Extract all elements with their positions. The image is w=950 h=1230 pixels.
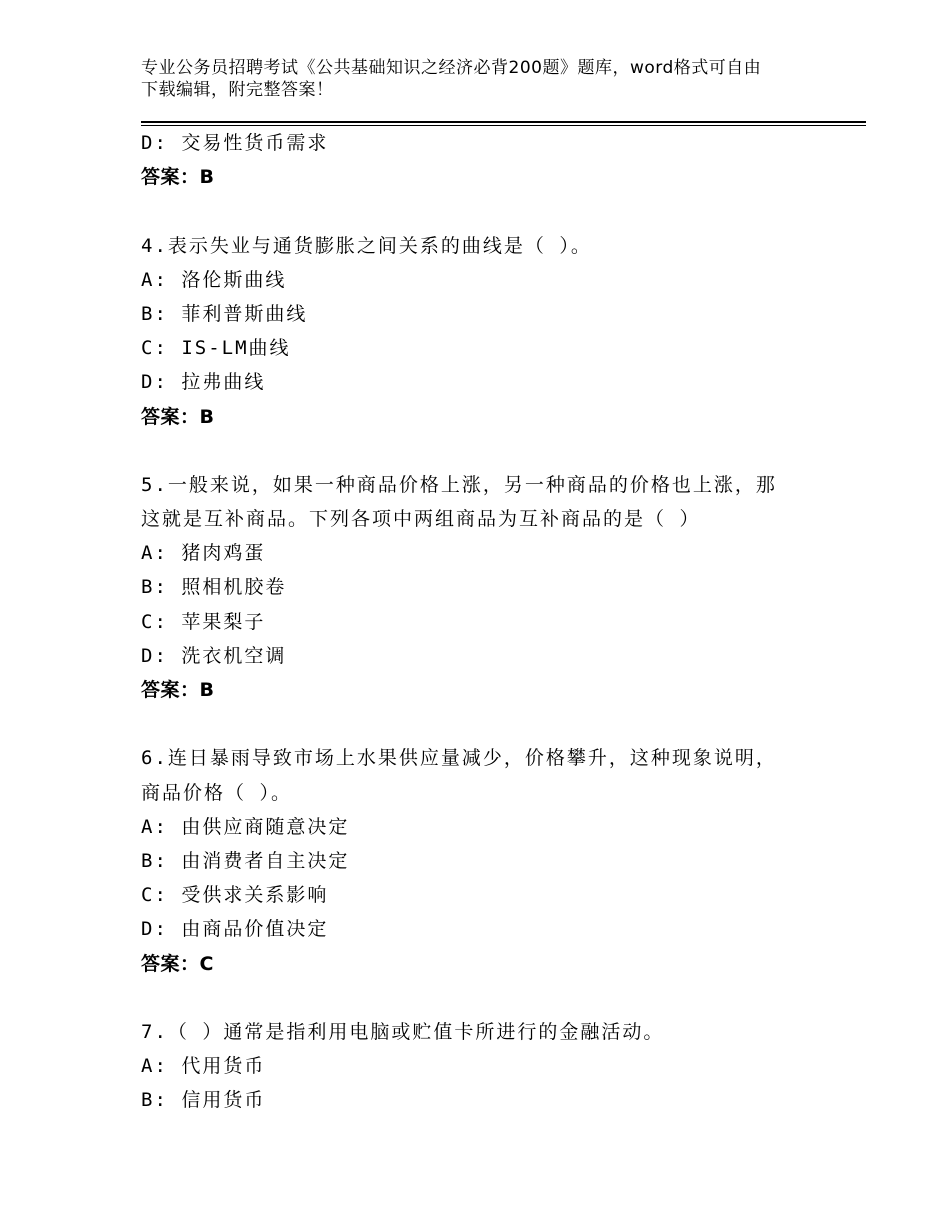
option-b: B: 信用货币	[141, 1089, 266, 1112]
question-stem-continued: 这就是互补商品。下列各项中两组商品为互补商品的是（ ）	[141, 508, 701, 531]
option-d: D: 由商品价值决定	[141, 918, 329, 941]
option-a: A: 洛伦斯曲线	[141, 268, 287, 291]
spacer	[141, 194, 841, 228]
option-a: A: 由供应商随意决定	[141, 815, 350, 838]
question-stem: 4.表示失业与通货膨胀之间关系的曲线是（ ）。	[141, 234, 592, 257]
spacer	[141, 707, 841, 741]
question-stem-continued: 商品价格（ ）。	[141, 781, 292, 804]
header-line-1: 专业公务员招聘考试《公共基础知识之经济必背200题》题库，word格式可自由	[141, 58, 762, 78]
question-stem: 6.连日暴雨导致市场上水果供应量减少，价格攀升，这种现象说明，	[141, 747, 777, 770]
option-c: C: 苹果梨子	[141, 610, 266, 633]
question-stem: 5.一般来说，如果一种商品价格上涨，另一种商品的价格也上涨，那	[141, 473, 777, 496]
question-list	[141, 126, 841, 1117]
option-c: C: 受供求关系影响	[141, 884, 329, 907]
option-b: B: 由消费者自主决定	[141, 849, 350, 872]
option-c: C: IS-LM曲线	[141, 337, 291, 360]
option-d: D: 拉弗曲线	[141, 371, 266, 394]
option-d: D: 交易性货币需求	[141, 132, 329, 154]
spacer	[141, 981, 841, 1015]
option-a: A: 猪肉鸡蛋	[141, 542, 266, 565]
document-header	[141, 57, 821, 101]
option-d: D: 洗衣机空调	[141, 644, 287, 667]
answer-line: 答案：B	[141, 405, 215, 428]
option-a: A: 代用货币	[141, 1055, 266, 1078]
question-stem: 7.（ ）通常是指利用电脑或贮值卡所进行的金融活动。	[141, 1020, 665, 1043]
answer-line: 答案：B	[141, 679, 215, 701]
spacer	[141, 434, 841, 468]
header-line-2: 下载编辑，附完整答案！	[141, 80, 334, 100]
option-b: B: 菲利普斯曲线	[141, 302, 308, 325]
answer-line: 答案：C	[141, 952, 214, 975]
option-b: B: 照相机胶卷	[141, 576, 287, 599]
answer-line: 答案：B	[141, 166, 215, 189]
